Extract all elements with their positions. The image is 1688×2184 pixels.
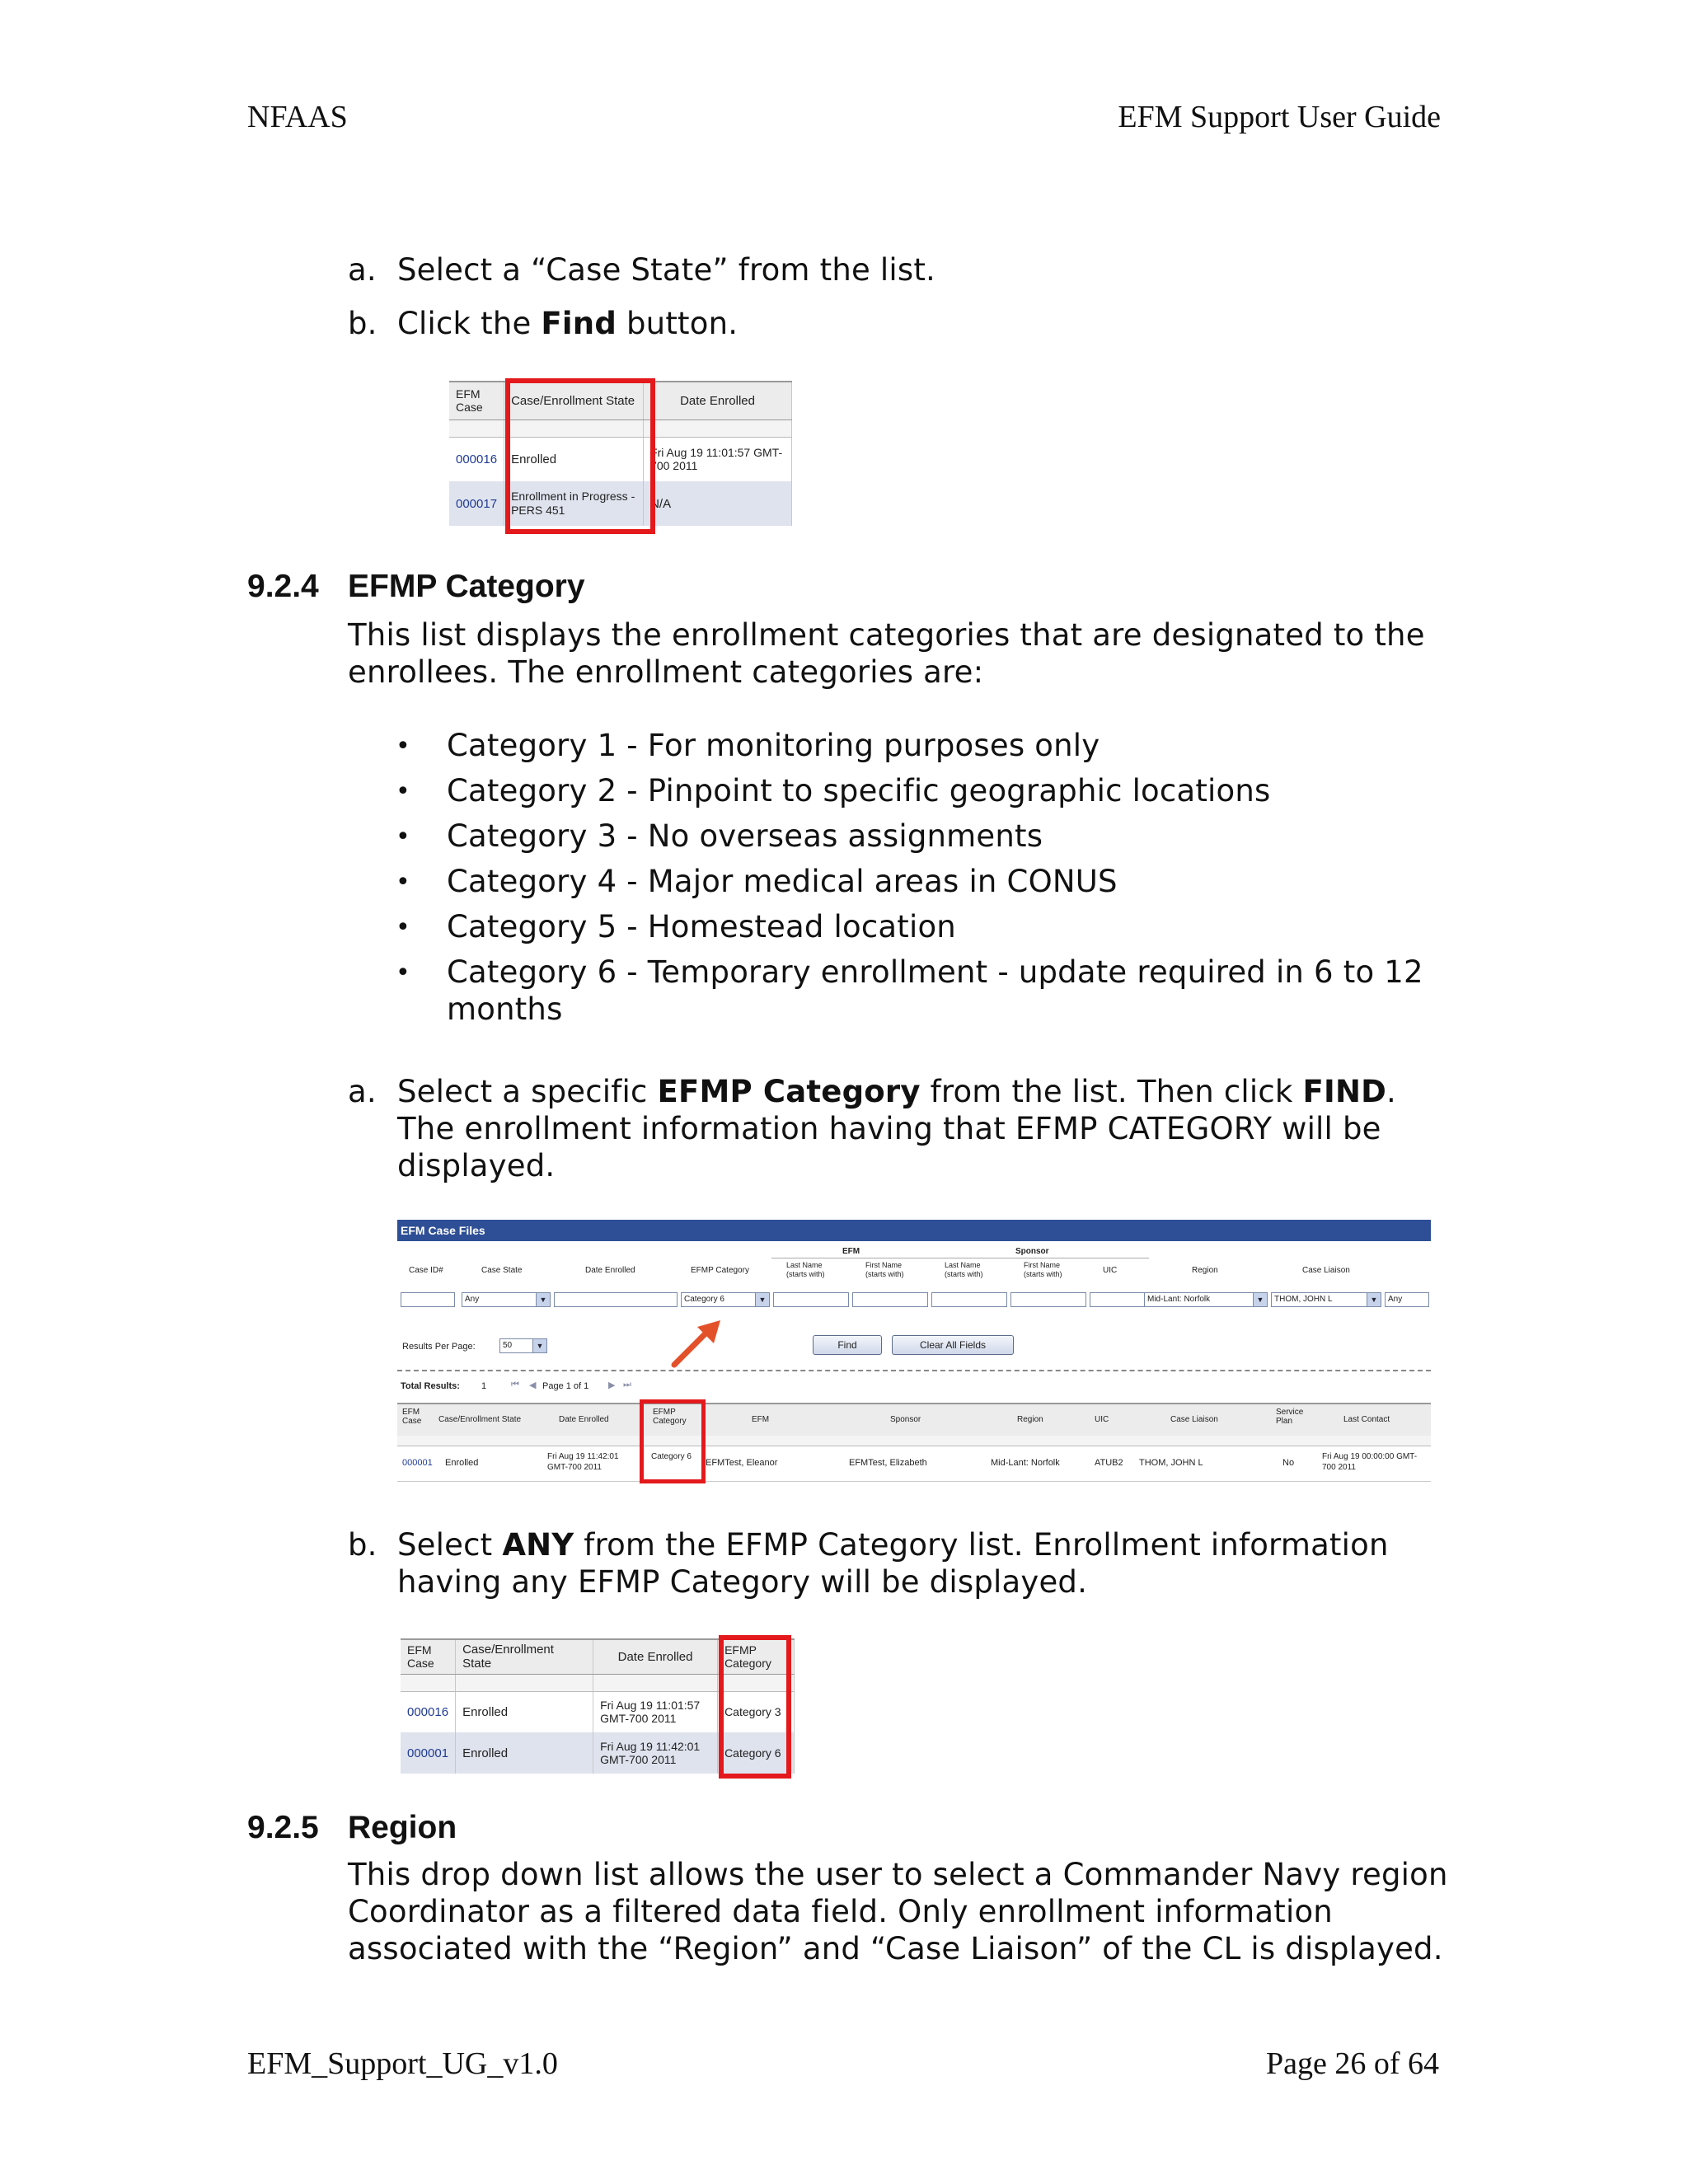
table-cell: No — [1282, 1458, 1295, 1468]
column-header: EFMP Category — [718, 1639, 795, 1674]
table-cell: Enrolled — [456, 1732, 593, 1774]
group-label-efm: EFM — [842, 1247, 860, 1256]
step-a-text: Select a “Case State” from the list. — [397, 252, 936, 288]
section-number: 9.2.4 — [247, 569, 319, 604]
dropdown-icon: ▼ — [1253, 1293, 1267, 1306]
dropdown-icon: ▼ — [1367, 1293, 1381, 1306]
bullet-dot: • — [396, 913, 410, 942]
region-select[interactable]: Mid-Lant: Norfolk ▼ — [1144, 1292, 1268, 1307]
footer-left: EFM_Support_UG_v1.0 — [247, 2046, 558, 2081]
column-header: Sponsor — [890, 1415, 921, 1424]
header-right: EFM Support User Guide — [1118, 100, 1441, 134]
results-per-page-label: Results Per Page: — [402, 1342, 476, 1352]
column-header: Service Plan — [1276, 1408, 1304, 1426]
step-marker: b. — [348, 1527, 377, 1563]
section-intro: This list displays the enrollment categories that are designated to the enrollees. The enrollment categories are: — [348, 617, 1425, 690]
table-cell: Fri Aug 19 11:01:57 GMT-700 2011 — [644, 437, 792, 481]
table-cell: Category 6 — [651, 1452, 692, 1461]
case-link[interactable]: 000017 — [449, 481, 504, 526]
case-id-input[interactable] — [401, 1292, 455, 1307]
step-b-text: Select ANY from the EFMP Category list. Enrollment information having any EFMP Category will be displayed. — [397, 1527, 1389, 1600]
total-results-label: Total Results: — [401, 1381, 460, 1391]
column-header: Region — [1017, 1415, 1043, 1424]
prev-page-icon[interactable]: ◀ — [529, 1380, 537, 1390]
case-state-table-screenshot — [449, 381, 792, 531]
section-number: 9.2.5 — [247, 1810, 319, 1845]
step-marker: a. — [348, 1074, 377, 1109]
search-label: First Name (starts with) — [865, 1261, 904, 1278]
search-label: UIC — [1103, 1266, 1118, 1275]
case-files-screenshot — [397, 1220, 1431, 1482]
footer-right: Page 26 of 64 — [1265, 2046, 1439, 2081]
list-item: Category 2 - Pinpoint to specific geographic locations — [447, 773, 1271, 808]
column-header: Case/Enrollment State — [456, 1639, 593, 1674]
arrow-up-right-icon — [669, 1319, 727, 1370]
table-cell: Category 6 — [718, 1732, 795, 1774]
table-cell: Enrollment in Progress - PERS 451 — [504, 481, 644, 526]
step-marker: a. — [348, 252, 377, 288]
search-label: Last Name (starts with) — [945, 1261, 983, 1278]
column-header: Case/Enrollment State — [504, 382, 644, 419]
search-label: Case State — [481, 1266, 523, 1275]
search-label: Region — [1192, 1266, 1218, 1275]
table-cell: Category 3 — [718, 1691, 795, 1732]
table-cell: Fri Aug 19 00:00:00 GMT-700 2011 — [1322, 1452, 1418, 1472]
group-label-sponsor: Sponsor — [1015, 1247, 1049, 1256]
search-label: EFMP Category — [691, 1266, 749, 1275]
table-cell: Enrolled — [504, 437, 644, 481]
section-text: This drop down list allows the user to select a Commander Navy region Coordinator as a filtered data field. Only enrollment information associated with the “Region” and “Case Liaison” of the CL is displayed. — [348, 1857, 1448, 1966]
list-item: Category 1 - For monitoring purposes only — [447, 728, 1100, 763]
column-header: EFM Case — [402, 1408, 422, 1426]
first-page-icon[interactable]: ⏮ — [511, 1380, 519, 1390]
last-page-icon[interactable]: ⏭ — [623, 1380, 631, 1390]
table-cell: THOM, JOHN L — [1139, 1458, 1203, 1468]
results-per-page-select[interactable]: 50 ▼ — [499, 1338, 547, 1353]
column-header: Date Enrolled — [559, 1415, 609, 1424]
step-b-text: Click the Find button. — [397, 306, 738, 341]
search-label: Case Liaison — [1302, 1266, 1350, 1275]
step-a-text: Select a specific EFMP Category from the list. Then click FIND. The enrollment information having that EFMP CATEGORY will be displayed. — [397, 1074, 1396, 1183]
bullet-dot: • — [396, 868, 410, 897]
divider — [397, 1370, 1431, 1371]
table-cell: EFMTest, Elizabeth — [849, 1458, 927, 1468]
dropdown-icon: ▼ — [532, 1339, 546, 1352]
search-label: First Name (starts with) — [1024, 1261, 1062, 1278]
list-item: Category 3 - No overseas assignments — [447, 818, 1043, 854]
column-header: EFM Case — [401, 1639, 456, 1674]
column-header: EFM Case — [449, 382, 504, 419]
column-header: Date Enrolled — [593, 1639, 718, 1674]
table-cell: Mid-Lant: Norfolk — [991, 1458, 1060, 1468]
table-cell: Enrolled — [456, 1691, 593, 1732]
efmp-category-any-screenshot — [401, 1638, 795, 1777]
highlight-box — [719, 1635, 791, 1779]
find-button[interactable]: Find — [813, 1335, 882, 1355]
column-header: EFM — [752, 1415, 770, 1424]
clear-all-fields-button[interactable]: Clear All Fields — [892, 1335, 1014, 1355]
results-header — [397, 1403, 1431, 1438]
list-item: Category 5 - Homestead location — [447, 909, 956, 944]
table-cell: N/A — [644, 481, 792, 526]
case-link[interactable]: 000016 — [449, 437, 504, 481]
table-row[interactable] — [397, 1446, 1431, 1482]
table-cell: ATUB2 — [1095, 1458, 1123, 1468]
column-header: Case/Enrollment State — [438, 1415, 522, 1424]
case-state-select[interactable]: Any ▼ — [462, 1292, 551, 1307]
step-marker: b. — [348, 306, 377, 341]
pager-text: Page 1 of 1 — [542, 1381, 589, 1391]
bullet-dot: • — [396, 777, 410, 806]
case-liaison-select[interactable]: THOM, JOHN L ▼ — [1271, 1292, 1381, 1307]
efm-first-name-input[interactable] — [852, 1292, 928, 1307]
dropdown-icon: ▼ — [536, 1293, 550, 1306]
table-cell: Fri Aug 19 11:42:01 GMT-700 2011 — [547, 1452, 619, 1472]
search-label: Date Enrolled — [585, 1266, 635, 1275]
case-link[interactable]: 000001 — [402, 1458, 433, 1468]
bullet-dot: • — [396, 823, 410, 851]
highlight-box — [640, 1399, 706, 1483]
list-item: Category 6 - Temporary enrollment - update required in 6 to 12 months — [447, 954, 1423, 1027]
sponsor-first-name-input[interactable] — [1010, 1292, 1086, 1307]
section-title: Region — [348, 1810, 457, 1845]
highlight-box — [505, 378, 655, 534]
section-title: EFMP Category — [348, 569, 585, 604]
case-link[interactable]: 000001 — [401, 1732, 456, 1774]
bullet-dot: • — [396, 958, 410, 987]
sponsor-last-name-input[interactable] — [931, 1292, 1007, 1307]
column-header: UIC — [1095, 1415, 1109, 1424]
search-label: Case ID# — [409, 1266, 443, 1275]
table-cell: EFMTest, Eleanor — [706, 1458, 778, 1468]
efm-last-name-input[interactable] — [773, 1292, 849, 1307]
search-label: Last Name (starts with) — [786, 1261, 825, 1278]
column-header: EFMP Category — [653, 1408, 687, 1426]
column-header: Case Liaison — [1170, 1415, 1218, 1424]
header-left: NFAAS — [247, 100, 348, 134]
panel-titlebar: EFM Case Files — [397, 1220, 1431, 1241]
efmp-category-select[interactable]: Category 6 ▼ — [681, 1292, 770, 1307]
case-link[interactable]: 000016 — [401, 1691, 456, 1732]
table-cell: Fri Aug 19 11:42:01 GMT-700 2011 — [593, 1732, 718, 1774]
table-cell: Fri Aug 19 11:01:57 GMT-700 2011 — [593, 1691, 718, 1732]
uic-input[interactable] — [1090, 1292, 1147, 1307]
bullet-dot: • — [396, 732, 410, 761]
total-results-value: 1 — [481, 1381, 487, 1391]
column-header: Date Enrolled — [644, 382, 792, 419]
date-enrolled-input[interactable] — [554, 1292, 678, 1307]
dropdown-icon: ▼ — [755, 1293, 769, 1306]
list-item: Category 4 - Major medical areas in CONUS — [447, 864, 1118, 899]
table-cell: Enrolled — [445, 1458, 479, 1468]
next-page-icon[interactable]: ▶ — [608, 1380, 616, 1390]
column-header: Last Contact — [1343, 1415, 1390, 1424]
extra-filter-select[interactable]: Any — [1385, 1292, 1429, 1307]
